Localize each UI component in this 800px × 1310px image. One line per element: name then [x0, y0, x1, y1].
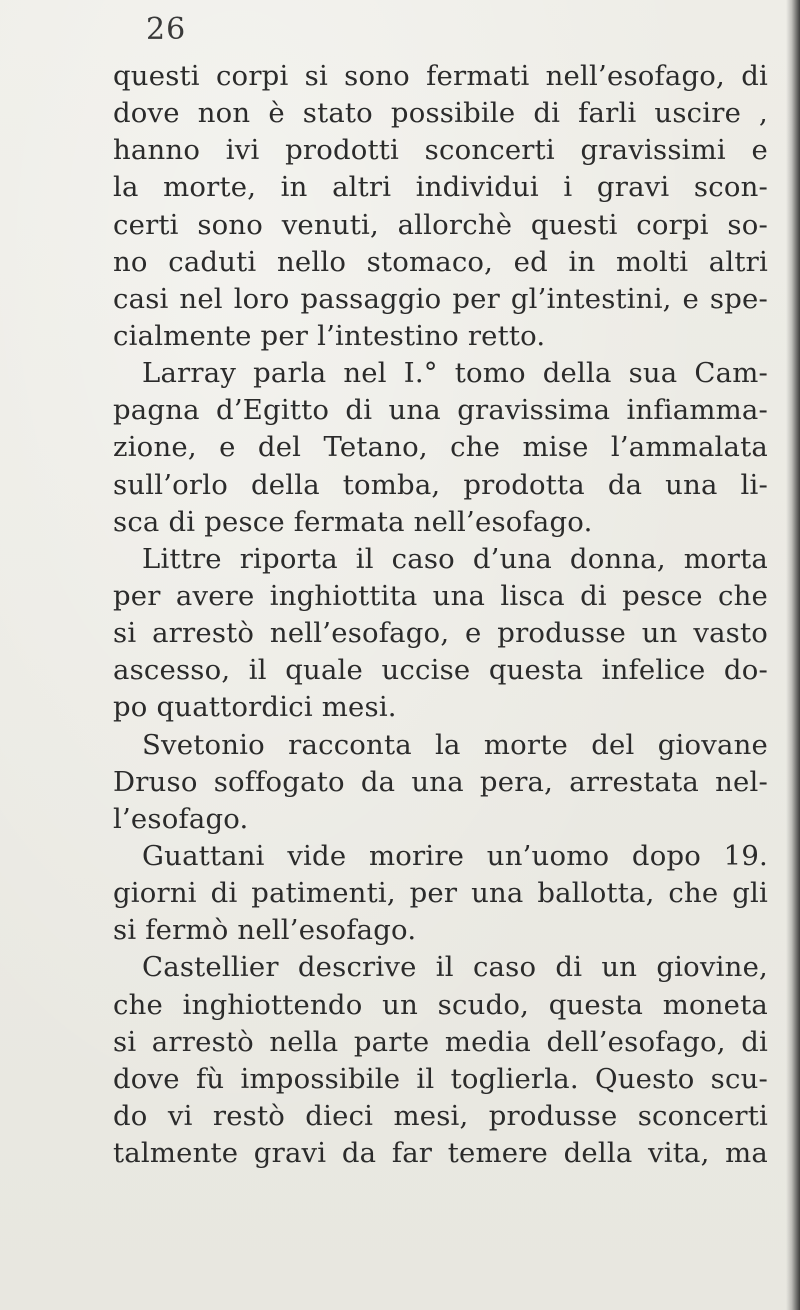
text-line: Druso soffogato da una pera, arrestata nel-: [113, 765, 768, 798]
text-line: si arrestò nella parte media dell’esofago, di: [113, 1025, 768, 1058]
text-line: sca di pesce fermata nell’esofago.: [113, 505, 593, 538]
text-line: Littre riporta il caso d’una donna, morta: [142, 542, 768, 575]
text-line: dove non è stato possibile di farli uscire ,: [113, 97, 768, 130]
text-line: giorni di patimenti, per una ballotta, che gli: [113, 877, 768, 910]
text-line: l’esofago.: [113, 802, 249, 835]
text-line: che inghiottendo un scudo, questa moneta: [113, 988, 768, 1021]
text-line: pagna d’Egitto di una gravissima infiamma-: [113, 394, 768, 427]
text-line: ascesso, il quale uccise questa infelice do-: [113, 654, 768, 687]
text-line: per avere inghiottita una lisca di pesce che: [113, 579, 768, 612]
text-line: la morte, in altri individui i gravi scon-: [113, 171, 768, 204]
text-line: Guattani vide morire un’uomo dopo 19.: [142, 839, 768, 872]
text-line: Larray parla nel I.° tomo della sua Cam-: [142, 357, 768, 390]
text-line: cialmente per l’intestino retto.: [113, 319, 546, 352]
text-line: si arrestò nell’esofago, e produsse un vasto: [113, 617, 768, 650]
text-line: talmente gravi da far temere della vita, ma: [113, 1137, 768, 1170]
text-line: zione, e del Tetano, che mise l’ammalata: [113, 431, 768, 464]
text-line: sull’orlo della tomba, prodotta da una li-: [113, 468, 768, 501]
text-line: do vi restò dieci mesi, produsse sconcerti: [113, 1099, 768, 1132]
text-line: Svetonio racconta la morte del giovane: [142, 728, 768, 761]
text-line: certi sono venuti, allorchè questi corpi so-: [113, 208, 768, 241]
text-line: casi nel loro passaggio per gl’intestini, e spe-: [113, 282, 768, 315]
text-line: si fermò nell’esofago.: [113, 914, 417, 947]
text-line: Castellier descrive il caso di un giovine,: [142, 951, 768, 984]
text-line: po quattordici mesi.: [113, 691, 397, 724]
text-line: questi corpi si sono fermati nell’esofago, di: [113, 60, 768, 92]
text-line: no caduti nello stomaco, ed in molti altri: [113, 245, 768, 278]
text-line: hanno ivi prodotti sconcerti gravissimi e: [113, 134, 768, 167]
text-line: dove fù impossibile il toglierla. Questo scu-: [113, 1062, 768, 1095]
page-number: 26: [146, 12, 187, 47]
body-text: [113, 58, 800, 1172]
